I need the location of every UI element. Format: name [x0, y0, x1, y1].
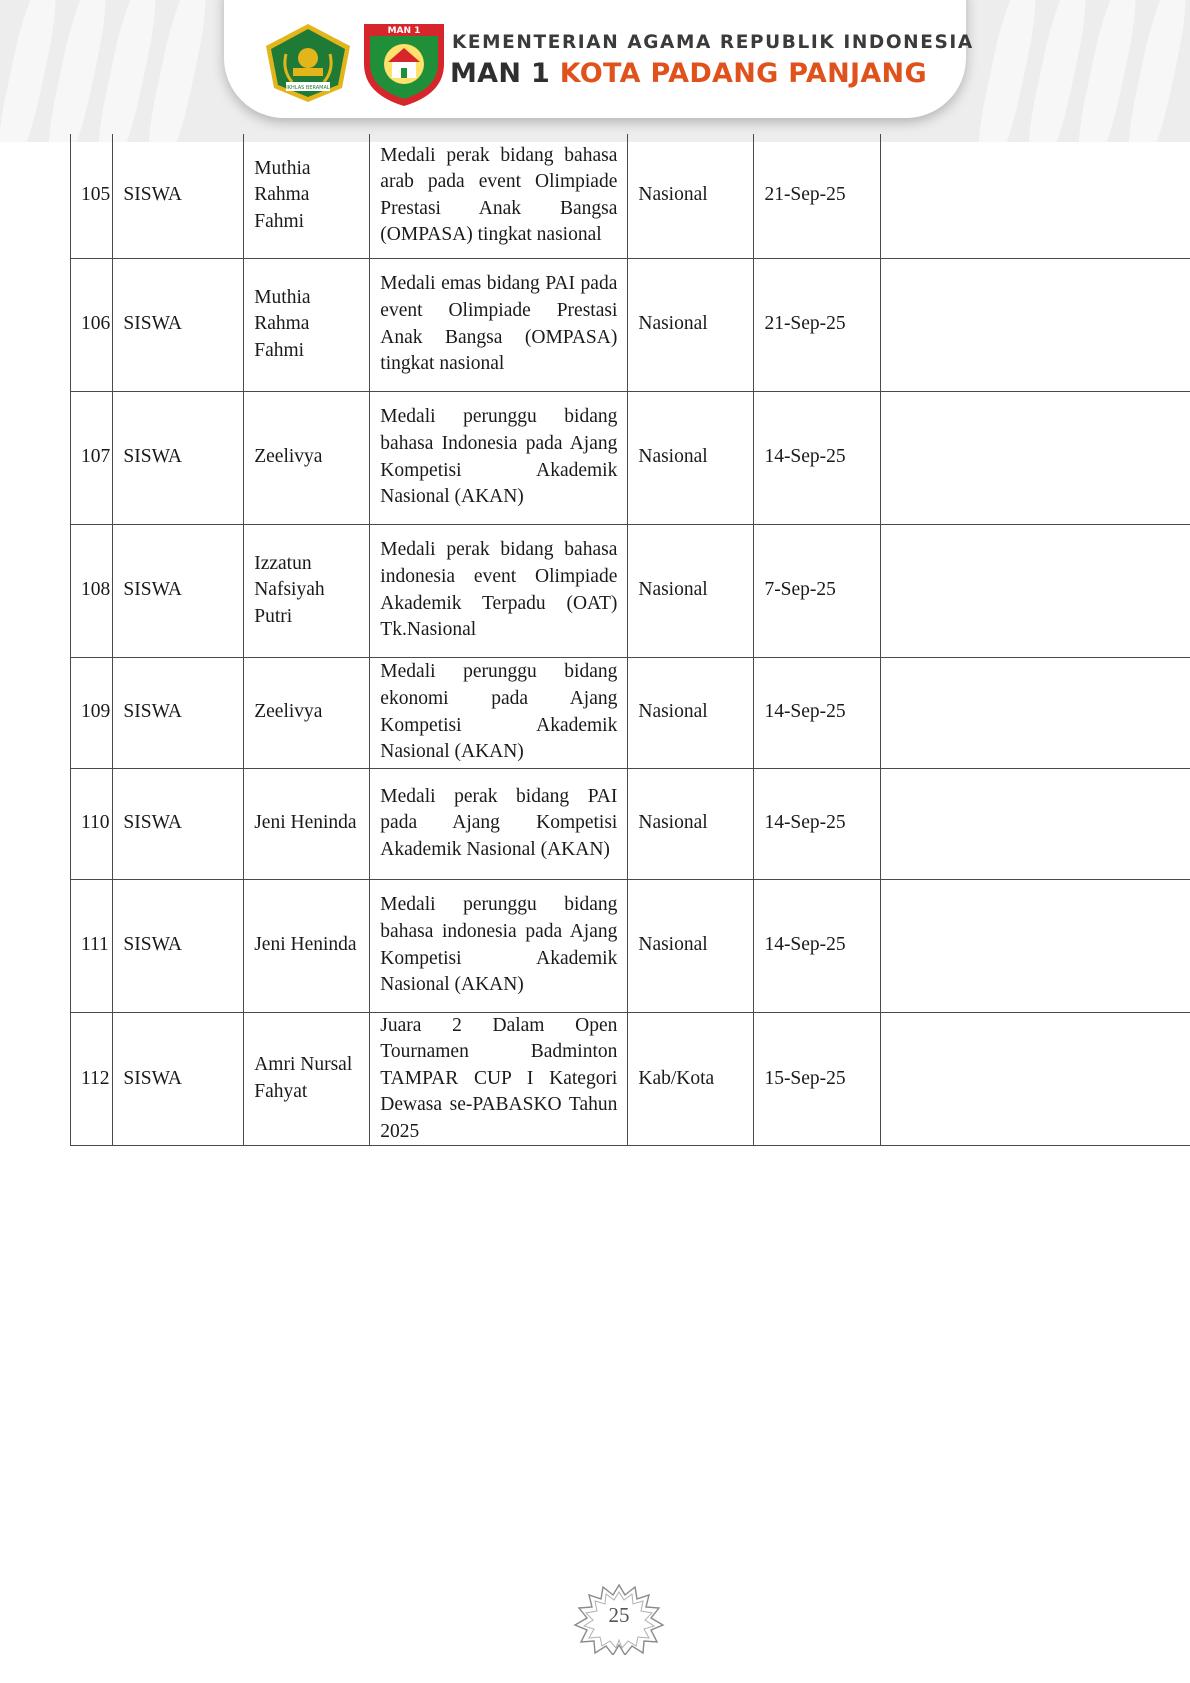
cell-achievement: Juara 2 Dalam Open Tournamen Badminton TAMPAR CUP I Kategori Dewasa se-PABASKO Tahun 2025	[370, 1012, 628, 1146]
cell-number: 112	[71, 1012, 113, 1146]
kemenag-emblem-icon	[262, 22, 354, 104]
cell-achievement: Medali perunggu bidang bahasa Indonesia pada Ajang Kompetisi Akademik Nasional (AKAN)	[370, 391, 628, 524]
cell-achievement: Medali perak bidang PAI pada Ajang Kompetisi Akademik Nasional (AKAN)	[370, 768, 628, 879]
cell-date: 7-Sep-25	[754, 524, 880, 657]
cell-name: Jeni Heninda	[244, 879, 370, 1012]
cell-status: SISWA	[113, 134, 244, 258]
school-name	[450, 58, 927, 89]
man1-school-emblem-icon	[358, 18, 450, 108]
table-row	[71, 1012, 1190, 1146]
achievements-table	[70, 134, 1190, 1146]
cell-name: Izzatun Nafsiyah Putri	[244, 524, 370, 657]
cell-status: SISWA	[113, 657, 244, 768]
table-row	[71, 258, 1190, 391]
cell-achievement: Medali perunggu bidang bahasa indonesia pada Ajang Kompetisi Akademik Nasional (AKAN)	[370, 879, 628, 1012]
cell-name: Jeni Heninda	[244, 768, 370, 879]
cell-number: 105	[71, 134, 113, 258]
cell-name: Muthia Rahma Fahmi	[244, 258, 370, 391]
cell-status: SISWA	[113, 391, 244, 524]
cell-empty	[880, 657, 1190, 768]
cell-date: 14-Sep-25	[754, 879, 880, 1012]
cell-level: Nasional	[628, 391, 754, 524]
cell-empty	[880, 524, 1190, 657]
school-name-city: KOTA PADANG PANJANG	[559, 58, 927, 89]
table-row	[71, 134, 1190, 258]
cell-level: Nasional	[628, 879, 754, 1012]
table-row	[71, 391, 1190, 524]
table-row	[71, 524, 1190, 657]
cell-status: SISWA	[113, 524, 244, 657]
cell-number: 106	[71, 258, 113, 391]
table-row	[71, 879, 1190, 1012]
cell-number: 110	[71, 768, 113, 879]
cell-date: 14-Sep-25	[754, 768, 880, 879]
cell-number: 111	[71, 879, 113, 1012]
cell-date: 15-Sep-25	[754, 1012, 880, 1146]
cell-name: Zeelivya	[244, 391, 370, 524]
page-number: 25	[608, 1603, 630, 1627]
cell-status: SISWA	[113, 1012, 244, 1146]
cell-date: 14-Sep-25	[754, 391, 880, 524]
cell-level: Nasional	[628, 258, 754, 391]
table-row	[71, 768, 1190, 879]
cell-empty	[880, 391, 1190, 524]
cell-achievement: Medali perak bidang bahasa arab pada event Olimpiade Prestasi Anak Bangsa (OMPASA) tingkat nasional	[370, 134, 628, 258]
cell-empty	[880, 1012, 1190, 1146]
cell-number: 109	[71, 657, 113, 768]
cell-status: SISWA	[113, 768, 244, 879]
cell-level: Nasional	[628, 134, 754, 258]
cell-number: 108	[71, 524, 113, 657]
svg-text:IKHLAS BERAMAL: IKHLAS BERAMAL	[286, 85, 330, 91]
table-row	[71, 657, 1190, 768]
cell-level: Nasional	[628, 524, 754, 657]
cell-empty	[880, 258, 1190, 391]
cell-name: Muthia Rahma Fahmi	[244, 134, 370, 258]
cell-level: Kab/Kota	[628, 1012, 754, 1146]
cell-date: 14-Sep-25	[754, 657, 880, 768]
svg-text:MAN 1: MAN 1	[387, 26, 421, 36]
cell-date: 21-Sep-25	[754, 134, 880, 258]
cell-achievement: Medali emas bidang PAI pada event Olimpiade Prestasi Anak Bangsa (OMPASA) tingkat nasional	[370, 258, 628, 391]
cell-achievement: Medali perak bidang bahasa indonesia event Olimpiade Akademik Terpadu (OAT) Tk.Nasional	[370, 524, 628, 657]
cell-status: SISWA	[113, 879, 244, 1012]
cell-name: Zeelivya	[244, 657, 370, 768]
cell-achievement: Medali perunggu bidang ekonomi pada Ajang Kompetisi Akademik Nasional (AKAN)	[370, 657, 628, 768]
cell-name: Amri Nursal Fahyat	[244, 1012, 370, 1146]
cell-date: 21-Sep-25	[754, 258, 880, 391]
organization-name: KEMENTERIAN AGAMA REPUBLIK INDONESIA	[452, 32, 974, 53]
cell-empty	[880, 134, 1190, 258]
cell-level: Nasional	[628, 657, 754, 768]
school-name-prefix: MAN 1	[450, 58, 560, 89]
cell-status: SISWA	[113, 258, 244, 391]
cell-number: 107	[71, 391, 113, 524]
cell-empty	[880, 879, 1190, 1012]
cell-level: Nasional	[628, 768, 754, 879]
cell-empty	[880, 768, 1190, 879]
